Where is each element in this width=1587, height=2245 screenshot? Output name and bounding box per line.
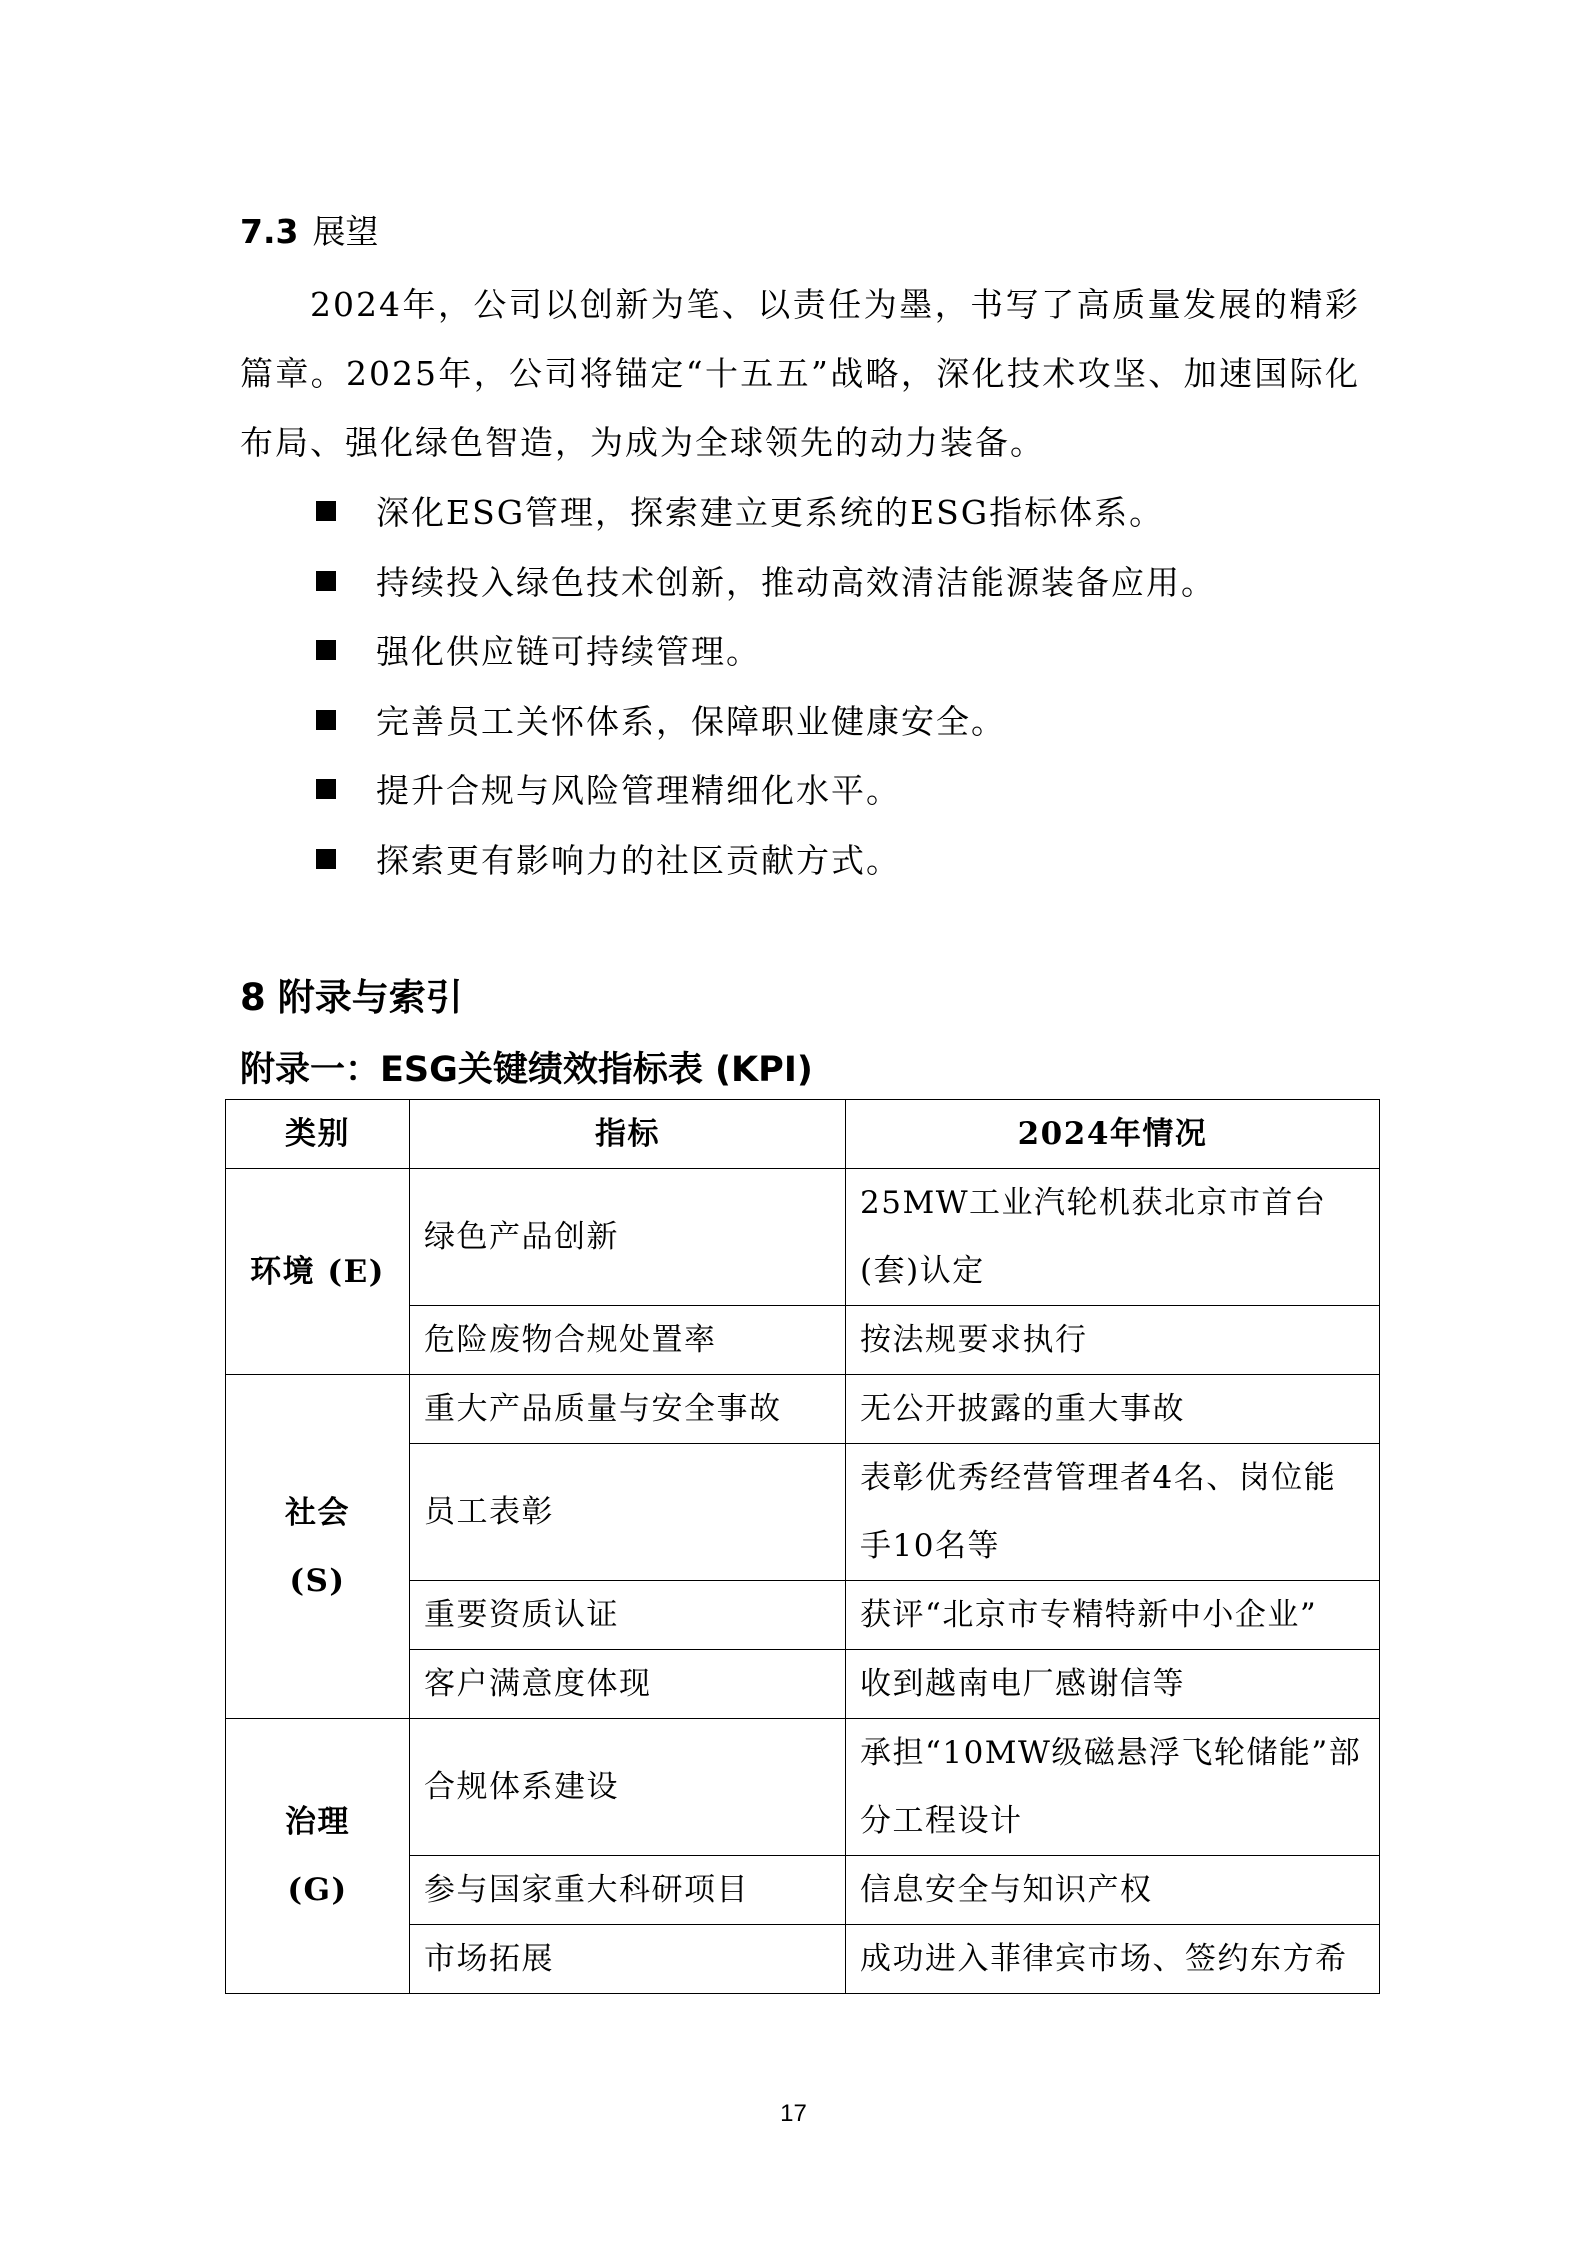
- value-cell: 获评“北京市专精特新中小企业”: [846, 1581, 1380, 1650]
- appendix-1-heading: [240, 1045, 813, 1095]
- indicator-cell: 绿色产品创新: [410, 1169, 846, 1306]
- indicator-cell: 市场拓展: [410, 1925, 846, 1994]
- square-bullet-icon: [316, 640, 336, 660]
- bullet-text: 提升合规与风险管理精细化水平。: [376, 771, 901, 810]
- bullet-text: 深化ESG管理，探索建立更系统的ESG指标体系。: [376, 493, 1165, 532]
- value-cell: 无公开披露的重大事故: [846, 1375, 1380, 1444]
- value-cell: 按法规要求执行: [846, 1306, 1380, 1375]
- section-7-3-heading: [240, 208, 378, 256]
- header-status-2024: 2024年情况: [846, 1100, 1380, 1169]
- section-8-number: 8: [240, 976, 266, 1019]
- header-category: 类别: [226, 1100, 410, 1169]
- indicator-cell: 客户满意度体现: [410, 1650, 846, 1719]
- category-code: (S): [289, 1562, 346, 1599]
- bullet-text: 持续投入绿色技术创新，推动高效清洁能源装备应用。: [376, 562, 1216, 602]
- bullet-item: [316, 617, 1216, 687]
- section-8-heading: [240, 970, 463, 1026]
- value-cell: 承担“10MW级磁悬浮飞轮储能”部分工程设计: [846, 1719, 1380, 1856]
- square-bullet-icon: [316, 779, 336, 799]
- indicator-cell: 合规体系建设: [410, 1719, 846, 1856]
- bullet-item: [316, 548, 1216, 618]
- appendix-1-title: ESG关键绩效指标表 (KPI): [380, 1050, 813, 1090]
- section-7-3-title: 展望: [312, 212, 379, 251]
- category-label: 环境 (E): [250, 1253, 385, 1290]
- bullet-item: [316, 478, 1216, 548]
- square-bullet-icon: [316, 849, 336, 869]
- outlook-paragraph: 2024年，公司以创新为笔、以责任为墨，书写了高质量发展的精彩篇章。2025年，公司将锚定“十五五”战略，深化技术攻坚、加速国际化布局、强化绿色智造，为成为全球领先的动力装备。: [240, 285, 1360, 462]
- header-indicator: 指标: [410, 1100, 846, 1169]
- value-cell: 25MW工业汽轮机获北京市首台(套)认定: [846, 1169, 1380, 1306]
- outlook-bullet-list: [316, 478, 1216, 895]
- section-8-title: 附录与索引: [277, 976, 463, 1019]
- bullet-item: [316, 826, 1216, 896]
- indicator-cell: 重大产品质量与安全事故: [410, 1375, 846, 1444]
- category-code: (G): [287, 1872, 348, 1908]
- square-bullet-icon: [316, 501, 336, 521]
- indicator-cell: 重要资质认证: [410, 1581, 846, 1650]
- value-cell: 收到越南电厂感谢信等: [846, 1650, 1380, 1719]
- category-cell-social: [226, 1375, 410, 1719]
- category-cell-governance: [226, 1719, 410, 1994]
- square-bullet-icon: [316, 571, 336, 591]
- page-number: 17: [780, 2100, 807, 2127]
- bullet-text: 完善员工关怀体系，保障职业健康安全。: [376, 701, 1006, 741]
- square-bullet-icon: [316, 710, 336, 730]
- indicator-cell: 参与国家重大科研项目: [410, 1856, 846, 1925]
- category-cell-environment: [226, 1169, 410, 1375]
- table-row: [226, 1169, 1380, 1306]
- appendix-1-prefix: 附录一：: [240, 1049, 381, 1090]
- value-cell: 表彰优秀经营管理者4名、岗位能手10名等: [846, 1444, 1380, 1581]
- esg-kpi-table: [225, 1099, 1380, 1994]
- indicator-cell: 员工表彰: [410, 1444, 846, 1581]
- table-header-row: [226, 1100, 1380, 1169]
- indicator-cell: 危险废物合规处置率: [410, 1306, 846, 1375]
- bullet-item: [316, 687, 1216, 757]
- bullet-text: 探索更有影响力的社区贡献方式。: [376, 840, 901, 880]
- category-label: 治理: [285, 1804, 350, 1840]
- table-row: [226, 1375, 1380, 1444]
- value-cell: 成功进入菲律宾市场、签约东方希: [846, 1925, 1380, 1994]
- section-7-3-number: 7.3: [240, 212, 299, 251]
- value-cell: 信息安全与知识产权: [846, 1856, 1380, 1925]
- table-row: [226, 1719, 1380, 1856]
- bullet-item: [316, 756, 1216, 826]
- category-label: 社会: [285, 1494, 350, 1531]
- bullet-text: 强化供应链可持续管理。: [376, 632, 761, 671]
